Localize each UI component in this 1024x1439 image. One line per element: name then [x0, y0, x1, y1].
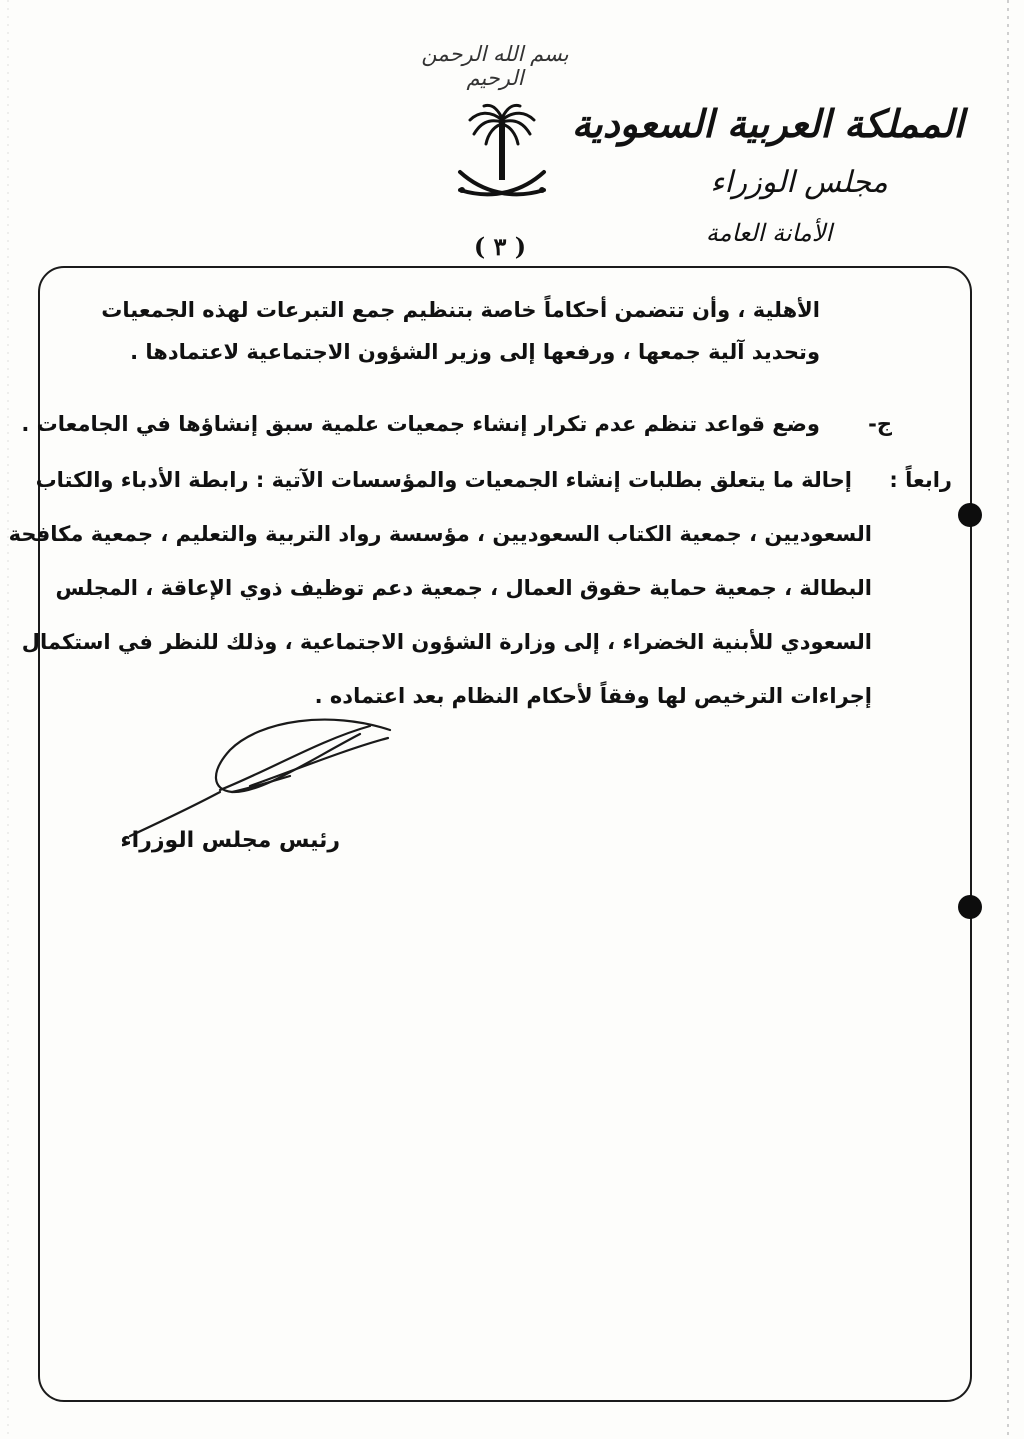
body-line: إجراءات الترخيص لها وفقاً لأحكام النظام بعد اعتماده . [314, 684, 872, 708]
punch-hole [958, 895, 982, 919]
body-line: وتحديد آلية جمعها ، ورفعها إلى وزير الشؤون الاجتماعية لاعتمادها . [130, 340, 820, 364]
basmala-header: بسم الله الرحمن الرحيم [421, 42, 569, 90]
body-line: البطالة ، جمعية حماية حقوق العمال ، جمعية دعم توظيف ذوي الإعاقة ، المجلس [55, 576, 872, 600]
signer-title: رئيس مجلس الوزراء [120, 828, 340, 853]
letterhead [571, 92, 964, 256]
body-line: وضع قواعد تنظم عدم تكرار إنشاء جمعيات علمية سبق إنشاؤها في الجامعات . [21, 412, 820, 436]
clause-label-fourth: رابعاً : [889, 468, 952, 492]
page-number: ( ٣ ) [473, 232, 527, 261]
council-name: مجلس الوزراء [710, 165, 888, 200]
secretariat-name: الأمانة العامة [705, 219, 833, 247]
clause-label-jeem: ج- [868, 412, 892, 436]
body-line: إحالة ما يتعلق بطلبات إنشاء الجمعيات والمؤسسات الآتية : رابطة الأدباء والكتاب [35, 468, 852, 492]
punch-hole [958, 503, 982, 527]
palm-swords-emblem-icon [452, 100, 552, 220]
body-line: السعوديين ، جمعية الكتاب السعوديين ، مؤسسة رواد التربية والتعليم ، جمعية مكافحة [8, 522, 872, 546]
kingdom-name: المملكة العربية السعودية [571, 101, 964, 146]
body-line: السعودي للأبنية الخضراء ، إلى وزارة الشؤون الاجتماعية ، وذلك للنظر في استكمال [21, 630, 872, 654]
body-line: الأهلية ، وأن تتضمن أحكاماً خاصة بتنظيم جمع التبرعات لهذه الجمعيات [101, 298, 820, 322]
